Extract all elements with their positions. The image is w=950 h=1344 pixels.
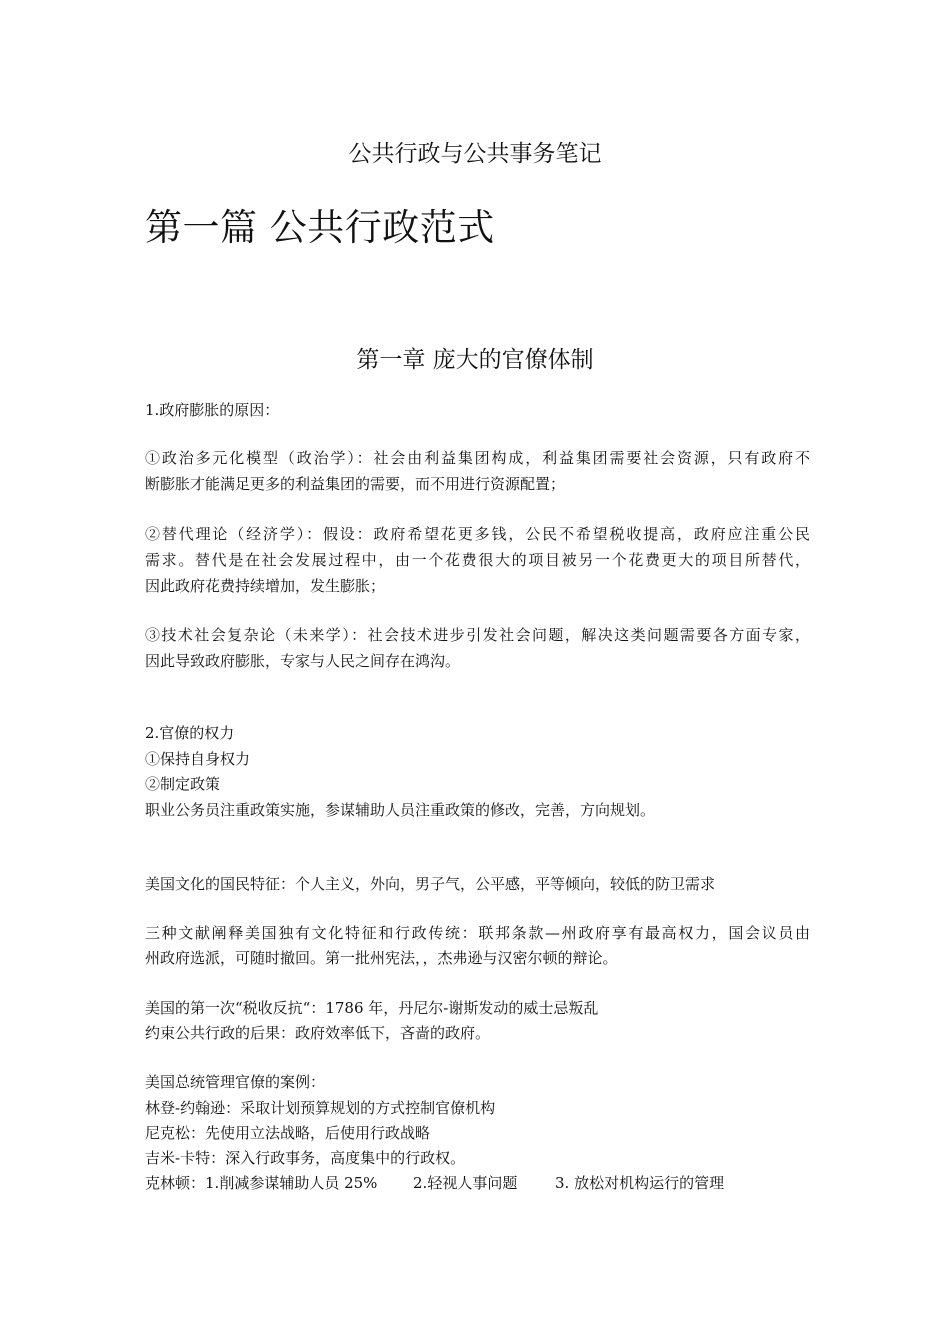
clinton-item-3: 3. 放松对机构运行的管理	[555, 1174, 725, 1192]
constraint-consequence: 约束公共行政的后果：政府效率低下，吝啬的政府。	[145, 1024, 491, 1042]
part-title: 第一篇 公共行政范式	[145, 206, 495, 249]
section1-item3-line2: 因此导致政府膨胀，专家与人民之间存在鸿沟。	[145, 652, 461, 670]
section2-heading: 2.官僚的权力	[145, 724, 235, 742]
culture-docs-line2: 州政府选派，可随时撤回。第一批州宪法，，杰弗逊与汉密尔顿的辩论。	[145, 949, 618, 967]
section1-item2-line1: ②替代理论（经济学）：假设：政府希望花更多钱，公民不希望税收提高，政府应注重公民	[145, 525, 810, 543]
tax-revolt: 美国的第一次“税收反抗“：1786 年，丹尼尔-谢斯发动的威士忌叛乱	[145, 999, 599, 1017]
section1-item1-line1: ①政治多元化模型（政治学）：社会由利益集团构成，利益集团需要社会资源，只有政府不	[145, 449, 810, 467]
clinton-item-1: 1.削减参谋辅助人员 25%	[205, 1174, 378, 1192]
section1-item2-line2: 需求。替代是在社会发展过程中，由一个花费很大的项目被另一个花费更大的项目所替代，	[145, 551, 810, 569]
document-title: 公共行政与公共事务笔记	[348, 141, 602, 167]
culture-docs-line1: 三种文献阐释美国独有文化特征和行政传统：联邦条款—州政府享有最高权力，国会议员由	[145, 924, 810, 942]
chapter-title: 第一章 庞大的官僚体制	[356, 347, 594, 373]
president-clinton	[145, 1170, 810, 1196]
section1-item2-line3: 因此政府花费持续增加，发生膨胀；	[145, 577, 386, 595]
clinton-label: 克林顿：	[145, 1174, 206, 1192]
section2-note: 职业公务员注重政策实施，参谋辅助人员注重政策的修改，完善，方向规划。	[145, 801, 656, 819]
president-johnson: 林登-约翰逊：采取计划预算规划的方式控制官僚机构	[145, 1099, 496, 1117]
presidents-heading: 美国总统管理官僚的案例：	[145, 1073, 326, 1091]
president-carter: 吉米-卡特：深入行政事务，高度集中的行政权。	[145, 1149, 466, 1167]
section1-heading: 1.政府膨胀的原因：	[145, 401, 280, 419]
section1-item3-line1: ③技术社会复杂论（未来学）：社会技术进步引发社会问题，解决这类问题需要各方面专家，	[145, 626, 810, 644]
president-nixon: 尼克松：先使用立法战略，后使用行政战略	[145, 1124, 431, 1142]
clinton-item-2: 2.轻视人事问题	[413, 1174, 518, 1192]
section2-point-1: ①保持自身权力	[145, 750, 251, 768]
section1-item1-line2: 断膨胀才能满足更多的利益集团的需要，而不用进行资源配置；	[145, 475, 566, 493]
culture-traits: 美国文化的国民特征：个人主义，外向，男子气，公平感，平等倾向，较低的防卫需求	[145, 875, 716, 893]
section2-point-2: ②制定政策	[145, 775, 221, 793]
